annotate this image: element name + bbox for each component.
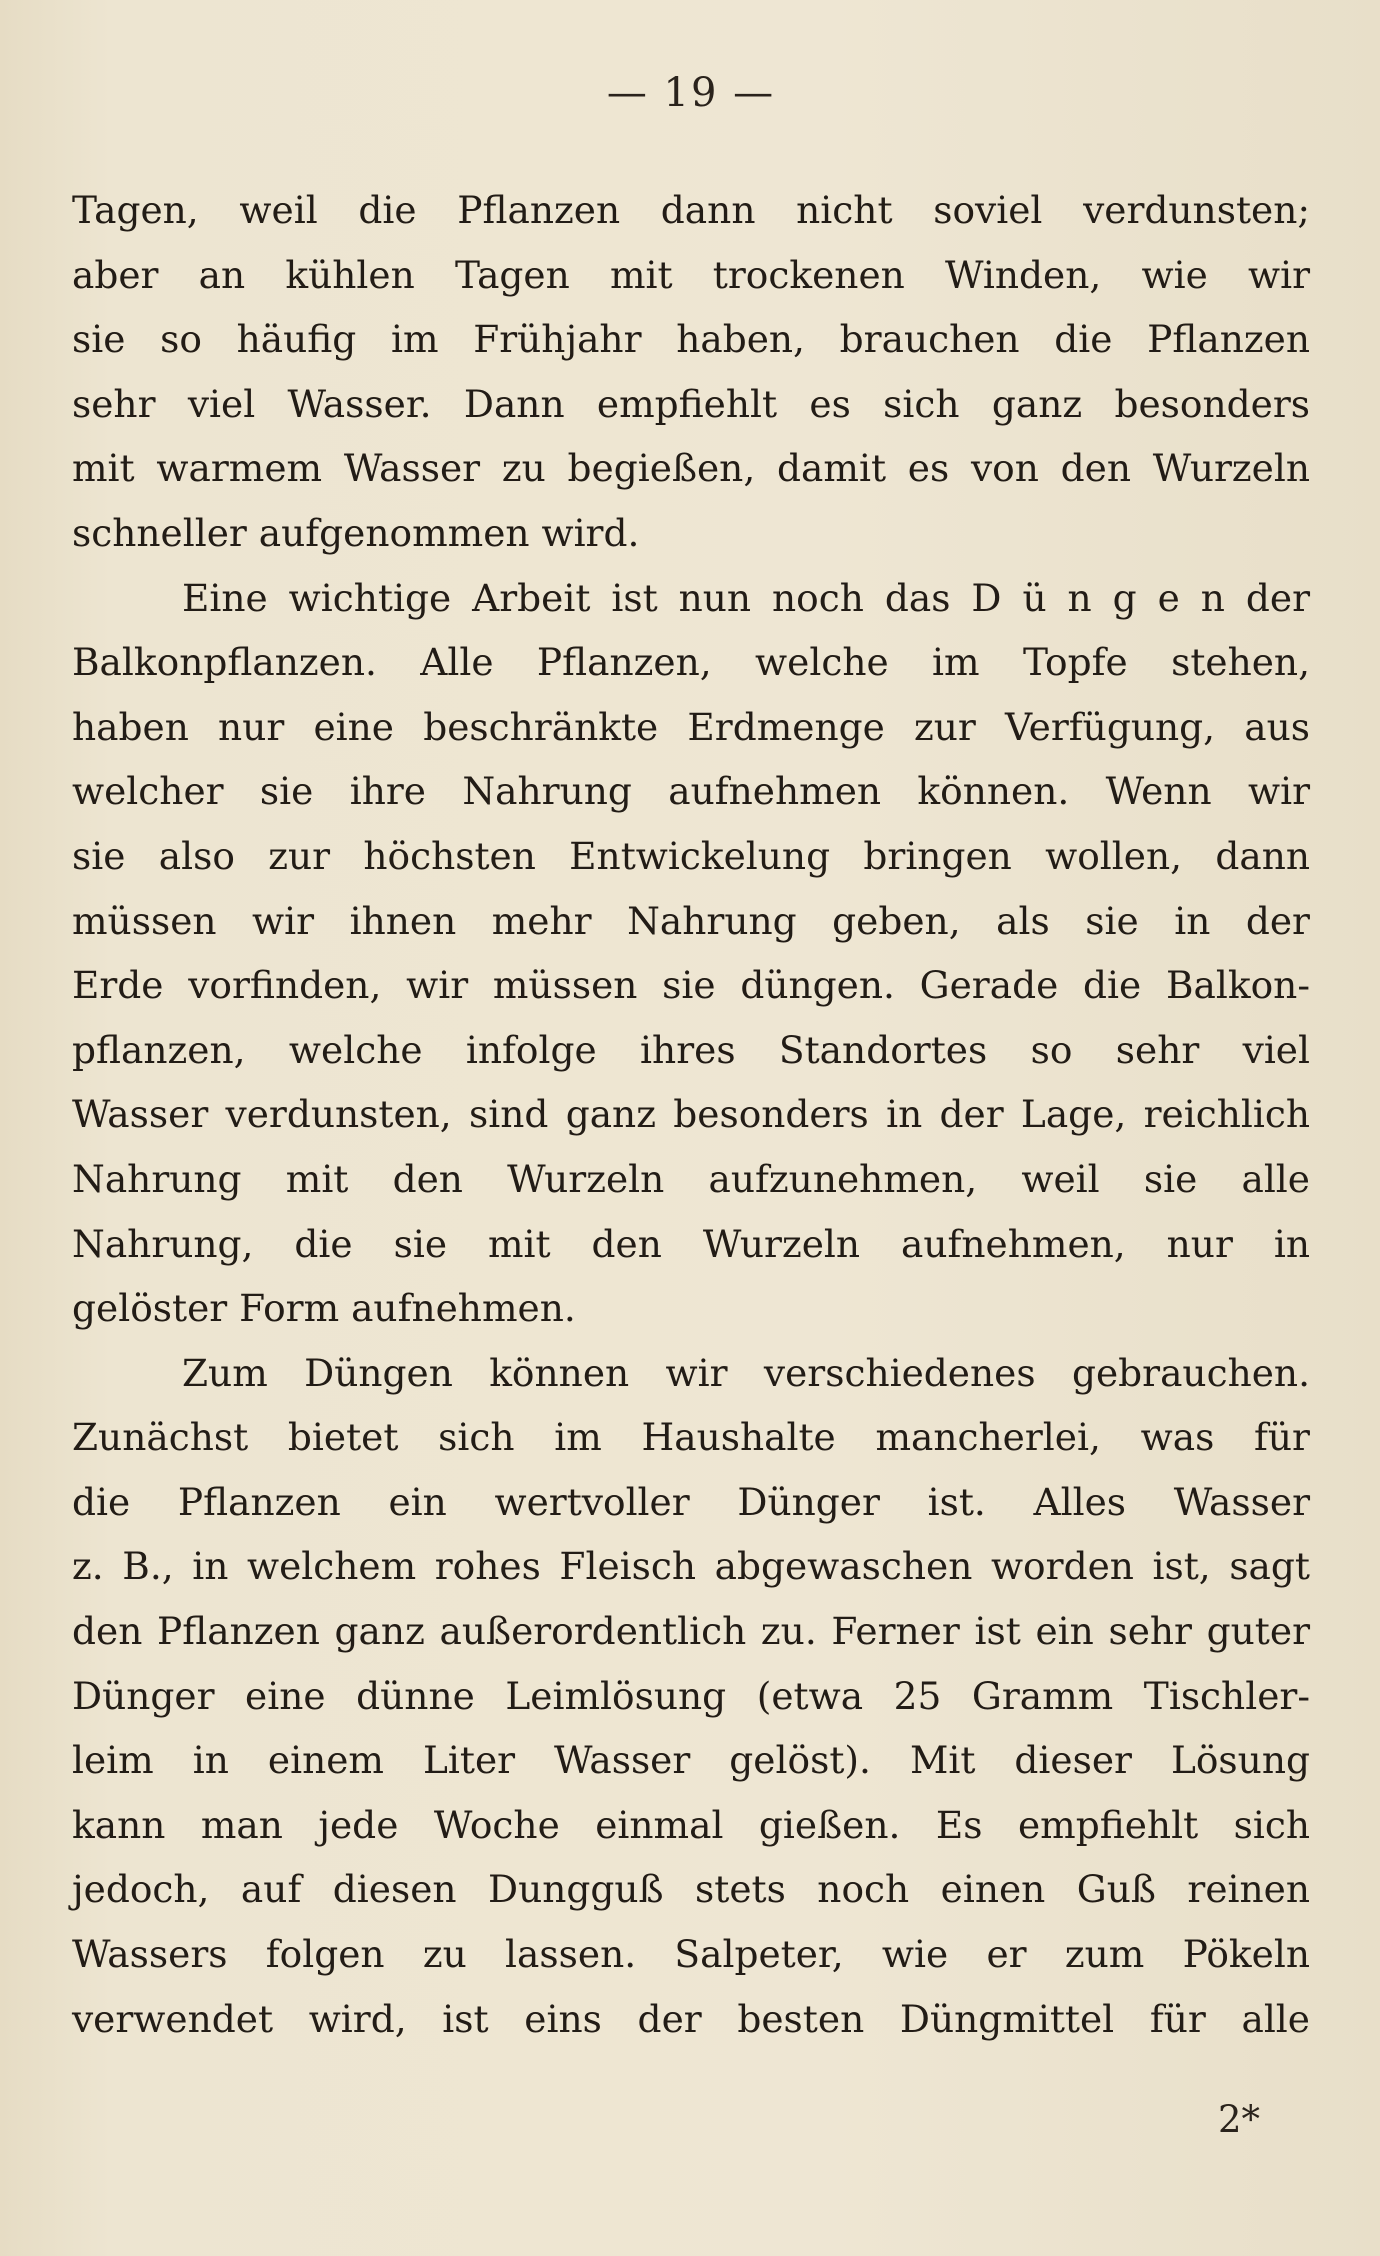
- text-line: müssen wir ihnen mehr Nahrung geben, als sie in der: [72, 898, 1310, 943]
- text-line: Wassers folgen zu lassen. Salpeter, wie er zum Pökeln: [72, 1932, 1310, 1977]
- text-line: Dünger eine dünne Leimlösung (etwa 25 Gramm Tischler-: [72, 1673, 1310, 1718]
- text-line: Erde vorfinden, wir müssen sie düngen. Gerade die Balkon-: [72, 963, 1310, 1008]
- text-line: Zum Düngen können wir verschiedenes gebrauchen.: [182, 1350, 1310, 1395]
- text-line: Eine wichtige Arbeit ist nun noch das D ü n g e n der: [182, 575, 1310, 620]
- text-line: Zunächst bietet sich im Haushalte mancherlei, was für: [72, 1415, 1310, 1460]
- text-line: mit warmem Wasser zu begießen, damit es von den Wurzeln: [72, 446, 1310, 491]
- text-line: den Pflanzen ganz außerordentlich zu. Ferner ist ein sehr guter: [72, 1609, 1310, 1654]
- text-line: Tagen, weil die Pflanzen dann nicht soviel verdunsten;: [72, 188, 1310, 232]
- text-line: gelöster Form aufnehmen.: [72, 1286, 576, 1331]
- text-line: verwendet wird, ist eins der besten Düngmittel für alle: [72, 1996, 1310, 2041]
- text-line: aber an kühlen Tagen mit trockenen Winden, wie wir: [72, 252, 1310, 297]
- text-line: haben nur eine beschränkte Erdmenge zur Verfügung, aus: [72, 704, 1310, 749]
- text-line: Nahrung mit den Wurzeln aufzunehmen, weil sie alle: [72, 1156, 1310, 1201]
- text-line: Balkonpflanzen. Alle Pflanzen, welche im Topfe stehen,: [72, 640, 1310, 685]
- text-line: die Pflanzen ein wertvoller Dünger ist. Alles Wasser: [72, 1479, 1310, 1524]
- text-line: welcher sie ihre Nahrung aufnehmen können. Wenn wir: [72, 769, 1310, 814]
- text-line: Nahrung, die sie mit den Wurzeln aufnehmen, nur in: [72, 1221, 1310, 1266]
- paragraph-3: [72, 1341, 1310, 2052]
- text-line: schneller aufgenommen wird.: [72, 510, 640, 555]
- body-text: [72, 178, 1310, 2051]
- text-line: z. B., in welchem rohes Fleisch abgewaschen worden ist, sagt: [72, 1544, 1310, 1589]
- page-number: — 19 —: [606, 70, 776, 116]
- text-line: pflanzen, welche infolge ihres Standortes so sehr viel: [72, 1027, 1310, 1072]
- signature-mark: 2*: [1217, 2098, 1260, 2141]
- text-line: Wasser verdunsten, sind ganz besonders in der Lage, reichlich: [72, 1092, 1310, 1137]
- text-line: sehr viel Wasser. Dann empfiehlt es sich ganz besonders: [72, 381, 1310, 426]
- text-line: sie so häufig im Frühjahr haben, brauchen die Pflanzen: [72, 317, 1310, 362]
- paragraph-2: [72, 566, 1310, 1341]
- text-line: jedoch, auf diesen Dungguß stets noch einen Guß reinen: [72, 1867, 1310, 1912]
- text-line: leim in einem Liter Wasser gelöst). Mit dieser Lösung: [72, 1738, 1310, 1783]
- text-line: kann man jede Woche einmal gießen. Es empfiehlt sich: [72, 1802, 1310, 1847]
- text-line: sie also zur höchsten Entwickelung bringen wollen, dann: [72, 833, 1310, 878]
- paragraph-1: [72, 178, 1310, 566]
